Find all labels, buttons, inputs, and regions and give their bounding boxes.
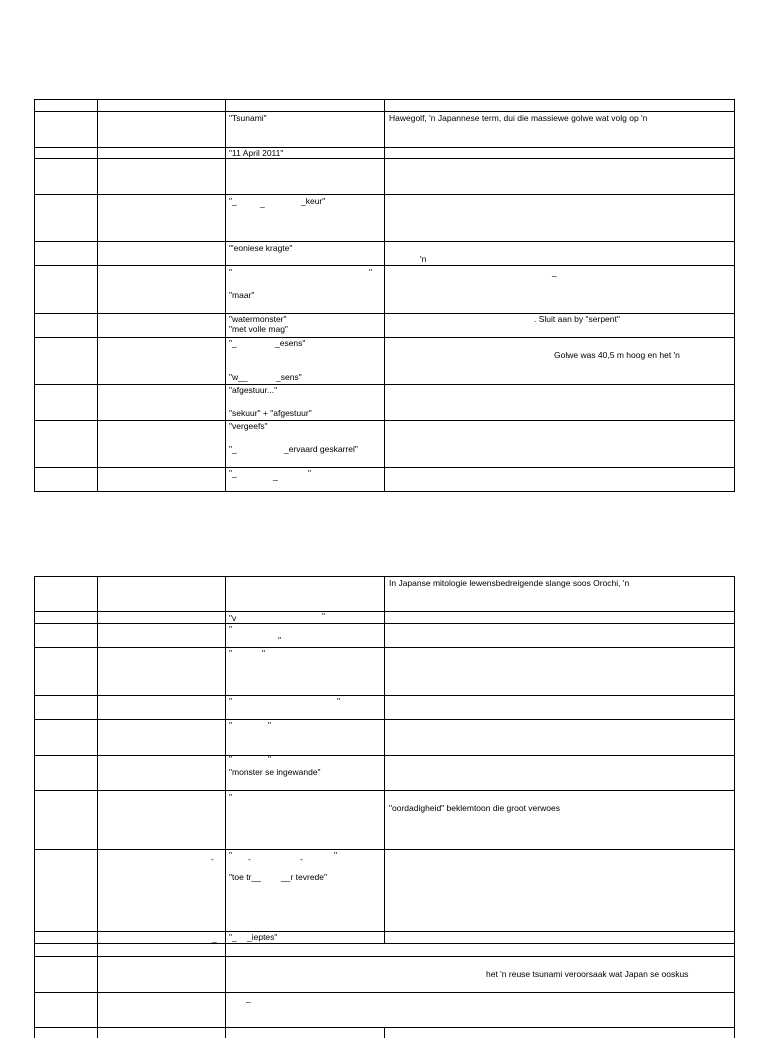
table-row (34, 1028, 735, 1038)
quote-text: " (268, 720, 272, 730)
table-row (34, 338, 735, 385)
table-row (34, 266, 735, 314)
quote-text: "afgestuur..." (229, 385, 278, 395)
explanation-text: "oordadigheid" beklemtoon die groot verwoes (389, 803, 560, 813)
quote-text: " (268, 754, 272, 764)
mark-text: _ (212, 933, 217, 943)
table-row (34, 100, 735, 112)
table-row (34, 791, 735, 850)
quote-text: _ (273, 471, 278, 481)
quote-text: "'eoniese kragte" (229, 243, 293, 253)
quote-text: _esens" (275, 338, 306, 348)
table-row (34, 648, 735, 696)
explanation-text: . Sluit aan by "serpent" (534, 314, 620, 324)
quote-text: "_ (229, 444, 237, 454)
quote-text: " (369, 267, 373, 277)
quote-text: " (229, 267, 233, 277)
quote-text: " (334, 850, 338, 860)
table-row (34, 993, 735, 1028)
quote-text: "11 April 2011" (229, 148, 284, 158)
quote-text: _ (260, 198, 265, 208)
explanation-text: Hawegolf, 'n Japannese term, dui die massiewe golwe wat volg op 'n (389, 113, 648, 123)
quote-text: "_ (229, 196, 237, 206)
explanation-text: het 'n reuse tsunami veroorsaak wat Japan se ooskus (486, 969, 689, 979)
table-row (34, 159, 735, 195)
quote-text: "maar" (229, 290, 255, 300)
table-row (34, 850, 735, 932)
quote-text: " (229, 720, 233, 730)
quote-text: " (229, 624, 233, 634)
table-row (34, 468, 735, 492)
table-row (34, 195, 735, 242)
quote-text: "_ (229, 338, 237, 348)
quote-text: " (229, 850, 233, 860)
mark-text: - (211, 854, 214, 864)
quote-text: _ervaard geskarrel" (284, 444, 358, 454)
quote-text: "v (229, 613, 237, 623)
table-row (34, 944, 735, 957)
quote-text: " (262, 648, 266, 658)
quote-text: " (308, 468, 312, 478)
explanation-text: 'n (420, 254, 427, 264)
quote-text: " (229, 754, 233, 764)
table-row (34, 421, 735, 468)
quote-text: _sens" (276, 372, 302, 382)
quote-text: "monster se ingewande" (229, 767, 321, 777)
quote-text: "toe tr__ (229, 872, 261, 882)
quote-text: __r tevrede" (281, 872, 328, 882)
quote-text: "watermonster" (229, 314, 287, 324)
table-row (34, 720, 735, 756)
table-row (34, 242, 735, 266)
explanation-text: _ (552, 267, 557, 277)
table-row (34, 577, 735, 612)
table-row (34, 314, 735, 338)
quote-text: "_ (229, 468, 237, 478)
table-row (34, 612, 735, 624)
quote-text: "_ (229, 932, 237, 942)
quote-text: " (229, 792, 233, 802)
quote-text: "sekuur" + "afgestuur" (229, 408, 312, 418)
table-row (34, 624, 735, 648)
table-row (34, 957, 735, 993)
table-row (34, 148, 735, 159)
table-row (34, 112, 735, 148)
explanation-text: In Japanse mitologie lewensbedreigende slange soos Orochi, 'n (389, 578, 630, 588)
quote-text: " (337, 696, 341, 706)
quote-text: _ (246, 993, 251, 1003)
quote-text: "vergeefs" (229, 421, 268, 431)
quote-text: - (248, 854, 251, 864)
quote-text: " (229, 648, 233, 658)
quote-text: " (322, 611, 326, 621)
quote-text: " (278, 635, 282, 645)
table-row (34, 385, 735, 421)
answer-table-2 (34, 576, 735, 1038)
table-row (34, 756, 735, 791)
quote-text: "met volle mag" (229, 324, 288, 334)
answer-table-1 (34, 99, 735, 492)
quote-text: _keur" (301, 196, 326, 206)
table-row (34, 932, 735, 944)
quote-text: - (300, 854, 303, 864)
explanation-text: Golwe was 40,5 m hoog en het 'n (554, 350, 680, 360)
quote-text: "w__ (229, 372, 248, 382)
quote-text: "Tsunami" (229, 113, 267, 123)
quote-text: _ieptes" (247, 932, 278, 942)
table-row (34, 696, 735, 720)
quote-text: " (229, 696, 233, 706)
